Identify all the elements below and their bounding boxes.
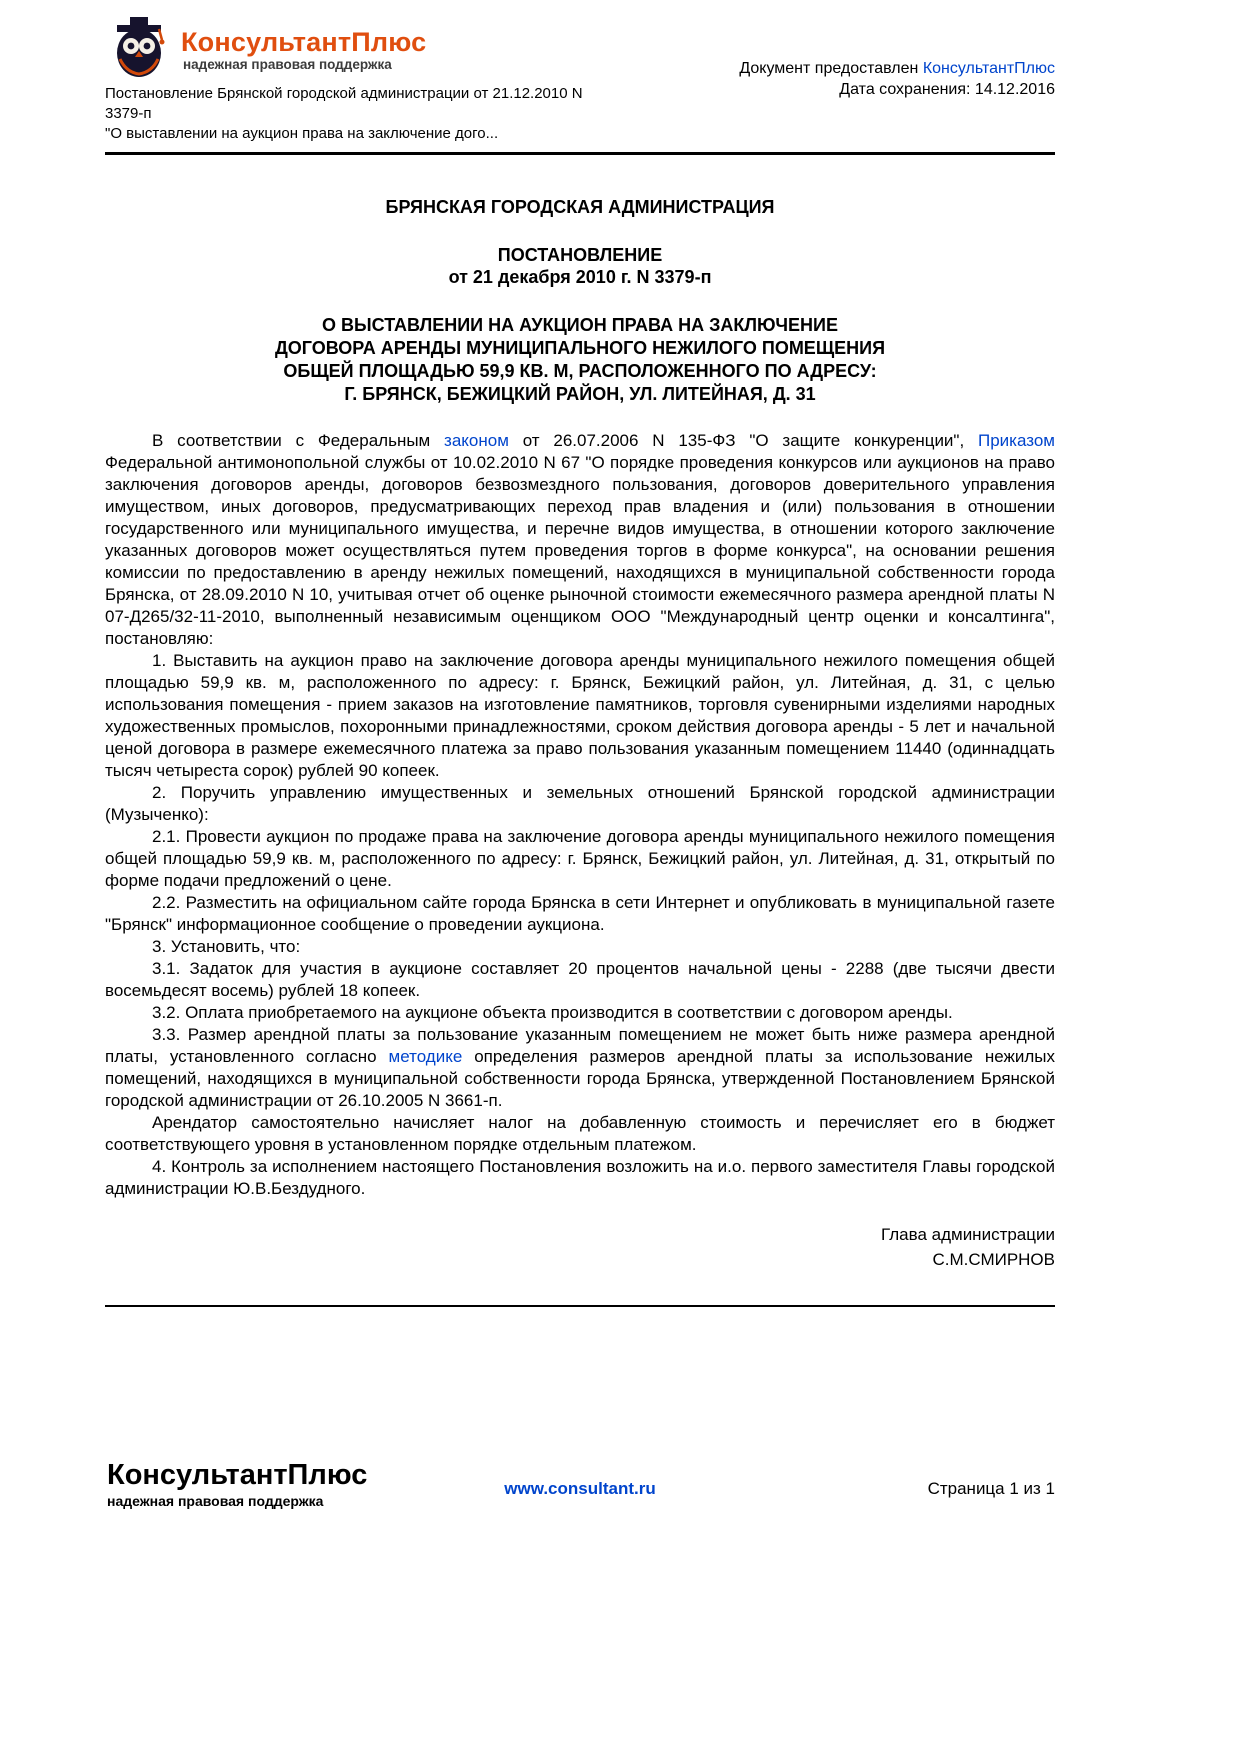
consultant-site-link[interactable]: www.consultant.ru: [504, 1479, 656, 1498]
paragraph-text: 3. Установить, что:: [152, 937, 301, 956]
paragraph: [105, 1112, 1055, 1156]
paragraph-text: 2.2. Разместить на официальном сайте города Брянска в сети Интернет и опубликовать в муниципальной газете "Брянск" информационное сообщение о проведении аукциона.: [105, 893, 1055, 934]
document-title: [105, 314, 1055, 406]
provided-consultant-link[interactable]: КонсультантПлюс: [922, 60, 1055, 77]
consultantplus-logo: [106, 12, 426, 80]
provided-block: [739, 58, 1055, 100]
paragraph: [105, 826, 1055, 892]
paragraph: [105, 430, 1055, 650]
logo-text: [181, 12, 426, 72]
paragraph: [105, 1156, 1055, 1200]
page-indicator: Страница 1 из 1: [927, 1479, 1055, 1498]
bottom-divider: [105, 1305, 1055, 1307]
paragraph: [105, 958, 1055, 1002]
document-title-line: О ВЫСТАВЛЕНИИ НА АУКЦИОН ПРАВА НА ЗАКЛЮЧЕНИЕ: [322, 315, 838, 335]
paragraph-text: Федеральной антимонопольной службы от 10.02.2010 N 67 "О порядке проведения конкурсов или аукционов на право заключения договоров аренды, договоров безвозмездного пользования, договоров доверительного управления имуществом, иных договоров, предусматривающих переход прав владения и (или) пользования в отношении государственного или муниципального имущества, и перечне видов имущества, в отношении которого заключение указанных договоров может осуществляться путем проведения торгов в форме конкурса", на основании решения комиссии по предоставлению в аренду нежилых помещений, находящихся в муниципальной собственности города Брянска, от 28.09.2010 N 10, учитывая отчет об оценке рыночной стоимости ежемесячного размера арендной платы N 07-Д265/32-11-2010, выполненный независимым оценщиком ООО "Международный центр оценки и консалтинга", постановляю:: [105, 453, 1055, 648]
document-body: [105, 430, 1055, 1200]
paragraph: [105, 650, 1055, 782]
paragraph-text: от 26.07.2006 N 135-ФЗ "О защите конкуренции",: [508, 431, 978, 450]
doc-reference-subtitle: "О выставлении на аукцион права на заключение дого...: [105, 125, 499, 142]
inline-link[interactable]: законом: [444, 431, 509, 450]
owl-logo-icon: [106, 12, 172, 80]
paragraph-text: 2.1. Провести аукцион по продаже права на заключение договора аренды муниципального нежилого помещения общей площадью 59,9 кв. м, расположенного по адресу: г. Брянск, Бежицкий район, ул. Литейная, д. 31, открытый по форме подачи предложений о цене.: [105, 827, 1055, 890]
paragraph: [105, 782, 1055, 826]
document-content: [105, 196, 1055, 1272]
top-divider: [105, 152, 1055, 155]
doc-type: ПОСТАНОВЛЕНИЕ: [497, 245, 663, 265]
paragraph: [105, 892, 1055, 936]
doc-reference: [105, 84, 605, 144]
paragraph-text: 3.3. Размер арендной платы за пользование указанным помещением не может быть ниже размера арендной платы, установленного согласно: [105, 1025, 1055, 1066]
org-name: БРЯНСКАЯ ГОРОДСКАЯ АДМИНИСТРАЦИЯ: [385, 197, 775, 217]
signature-block: [105, 1222, 1055, 1272]
footer-logo-title: КонсультантПлюс: [107, 1459, 368, 1491]
paragraph-text: определения размеров арендной платы за использование нежилых помещений, находящихся в муниципальной собственности города Брянска, утвержденной Постановлением Брянской городской администрации от 26.10.2005 N 3661-п.: [105, 1047, 1055, 1110]
paragraph-text: 1. Выставить на аукцион право на заключение договора аренды муниципального нежилого помещения общей площадью 59,9 кв. м, расположенного по адресу: г. Брянск, Бежицкий район, ул. Литейная, д. 31, с целью использования помещения - прием заказов на изготовление памятников, торговля сувенирными изделиями народных художественных промыслов, похоронными принадлежностями, сроком действия договора аренды - 5 лет и начальной ценой договора в размере ежемесячного платежа за право пользования указанным помещением 11440 (одиннадцать тысяч четыреста сорок) рублей 90 копеек.: [105, 651, 1055, 780]
provided-prefix: Документ предоставлен: [739, 60, 923, 77]
footer-logo-subtitle: надежная правовая поддержка: [107, 1493, 324, 1509]
logo-subtitle: надежная правовая поддержка: [183, 57, 392, 72]
paragraph-text: 4. Контроль за исполнением настоящего Постановления возложить на и.о. первого заместителя Главы городской администрации Ю.В.Бездудного.: [105, 1157, 1055, 1198]
paragraph: [105, 1002, 1055, 1024]
document-title-line: ДОГОВОРА АРЕНДЫ МУНИЦИПАЛЬНОГО НЕЖИЛОГО ПОМЕЩЕНИЯ: [274, 338, 886, 358]
doc-reference-title: Постановление Брянской городской администрации от 21.12.2010 N 3379-п: [105, 85, 583, 122]
save-date: Дата сохранения: 14.12.2016: [839, 81, 1055, 98]
doc-date-number: от 21 декабря 2010 г. N 3379-п: [448, 267, 712, 287]
document-title-line: Г. БРЯНСК, БЕЖИЦКИЙ РАЙОН, УЛ. ЛИТЕЙНАЯ, Д. 31: [344, 384, 816, 404]
logo-title: КонсультантПлюс: [181, 27, 427, 57]
paragraph-text: В соответствии с Федеральным: [152, 431, 445, 450]
paragraph-text: 3.2. Оплата приобретаемого на аукционе объекта производится в соответствии с договором аренды.: [152, 1003, 953, 1022]
inline-link[interactable]: Приказом: [978, 431, 1055, 450]
document-title-line: ОБЩЕЙ ПЛОЩАДЬЮ 59,9 КВ. М, РАСПОЛОЖЕННОГО ПО АДРЕСУ:: [283, 361, 877, 381]
paragraph-text: 2. Поручить управлению имущественных и земельных отношений Брянской городской администрации (Музыченко):: [105, 783, 1055, 824]
signature-name: С.М.СМИРНОВ: [932, 1250, 1055, 1269]
provided-line: [739, 58, 1055, 79]
paragraph-text: Арендатор самостоятельно начисляет налог на добавленную стоимость и перечисляет его в бюджет соответствующего уровня в установленном порядке отдельным платежом.: [105, 1113, 1055, 1154]
signature-position: Глава администрации: [880, 1225, 1055, 1244]
footer-site: [105, 1479, 1055, 1499]
paragraph: [105, 936, 1055, 958]
paragraph: [105, 1024, 1055, 1112]
inline-link[interactable]: методике: [388, 1047, 463, 1066]
paragraph-text: 3.1. Задаток для участия в аукционе составляет 20 процентов начальной цены - 2288 (две тысячи двести восемьдесят восемь) рублей 18 копеек.: [105, 959, 1055, 1000]
